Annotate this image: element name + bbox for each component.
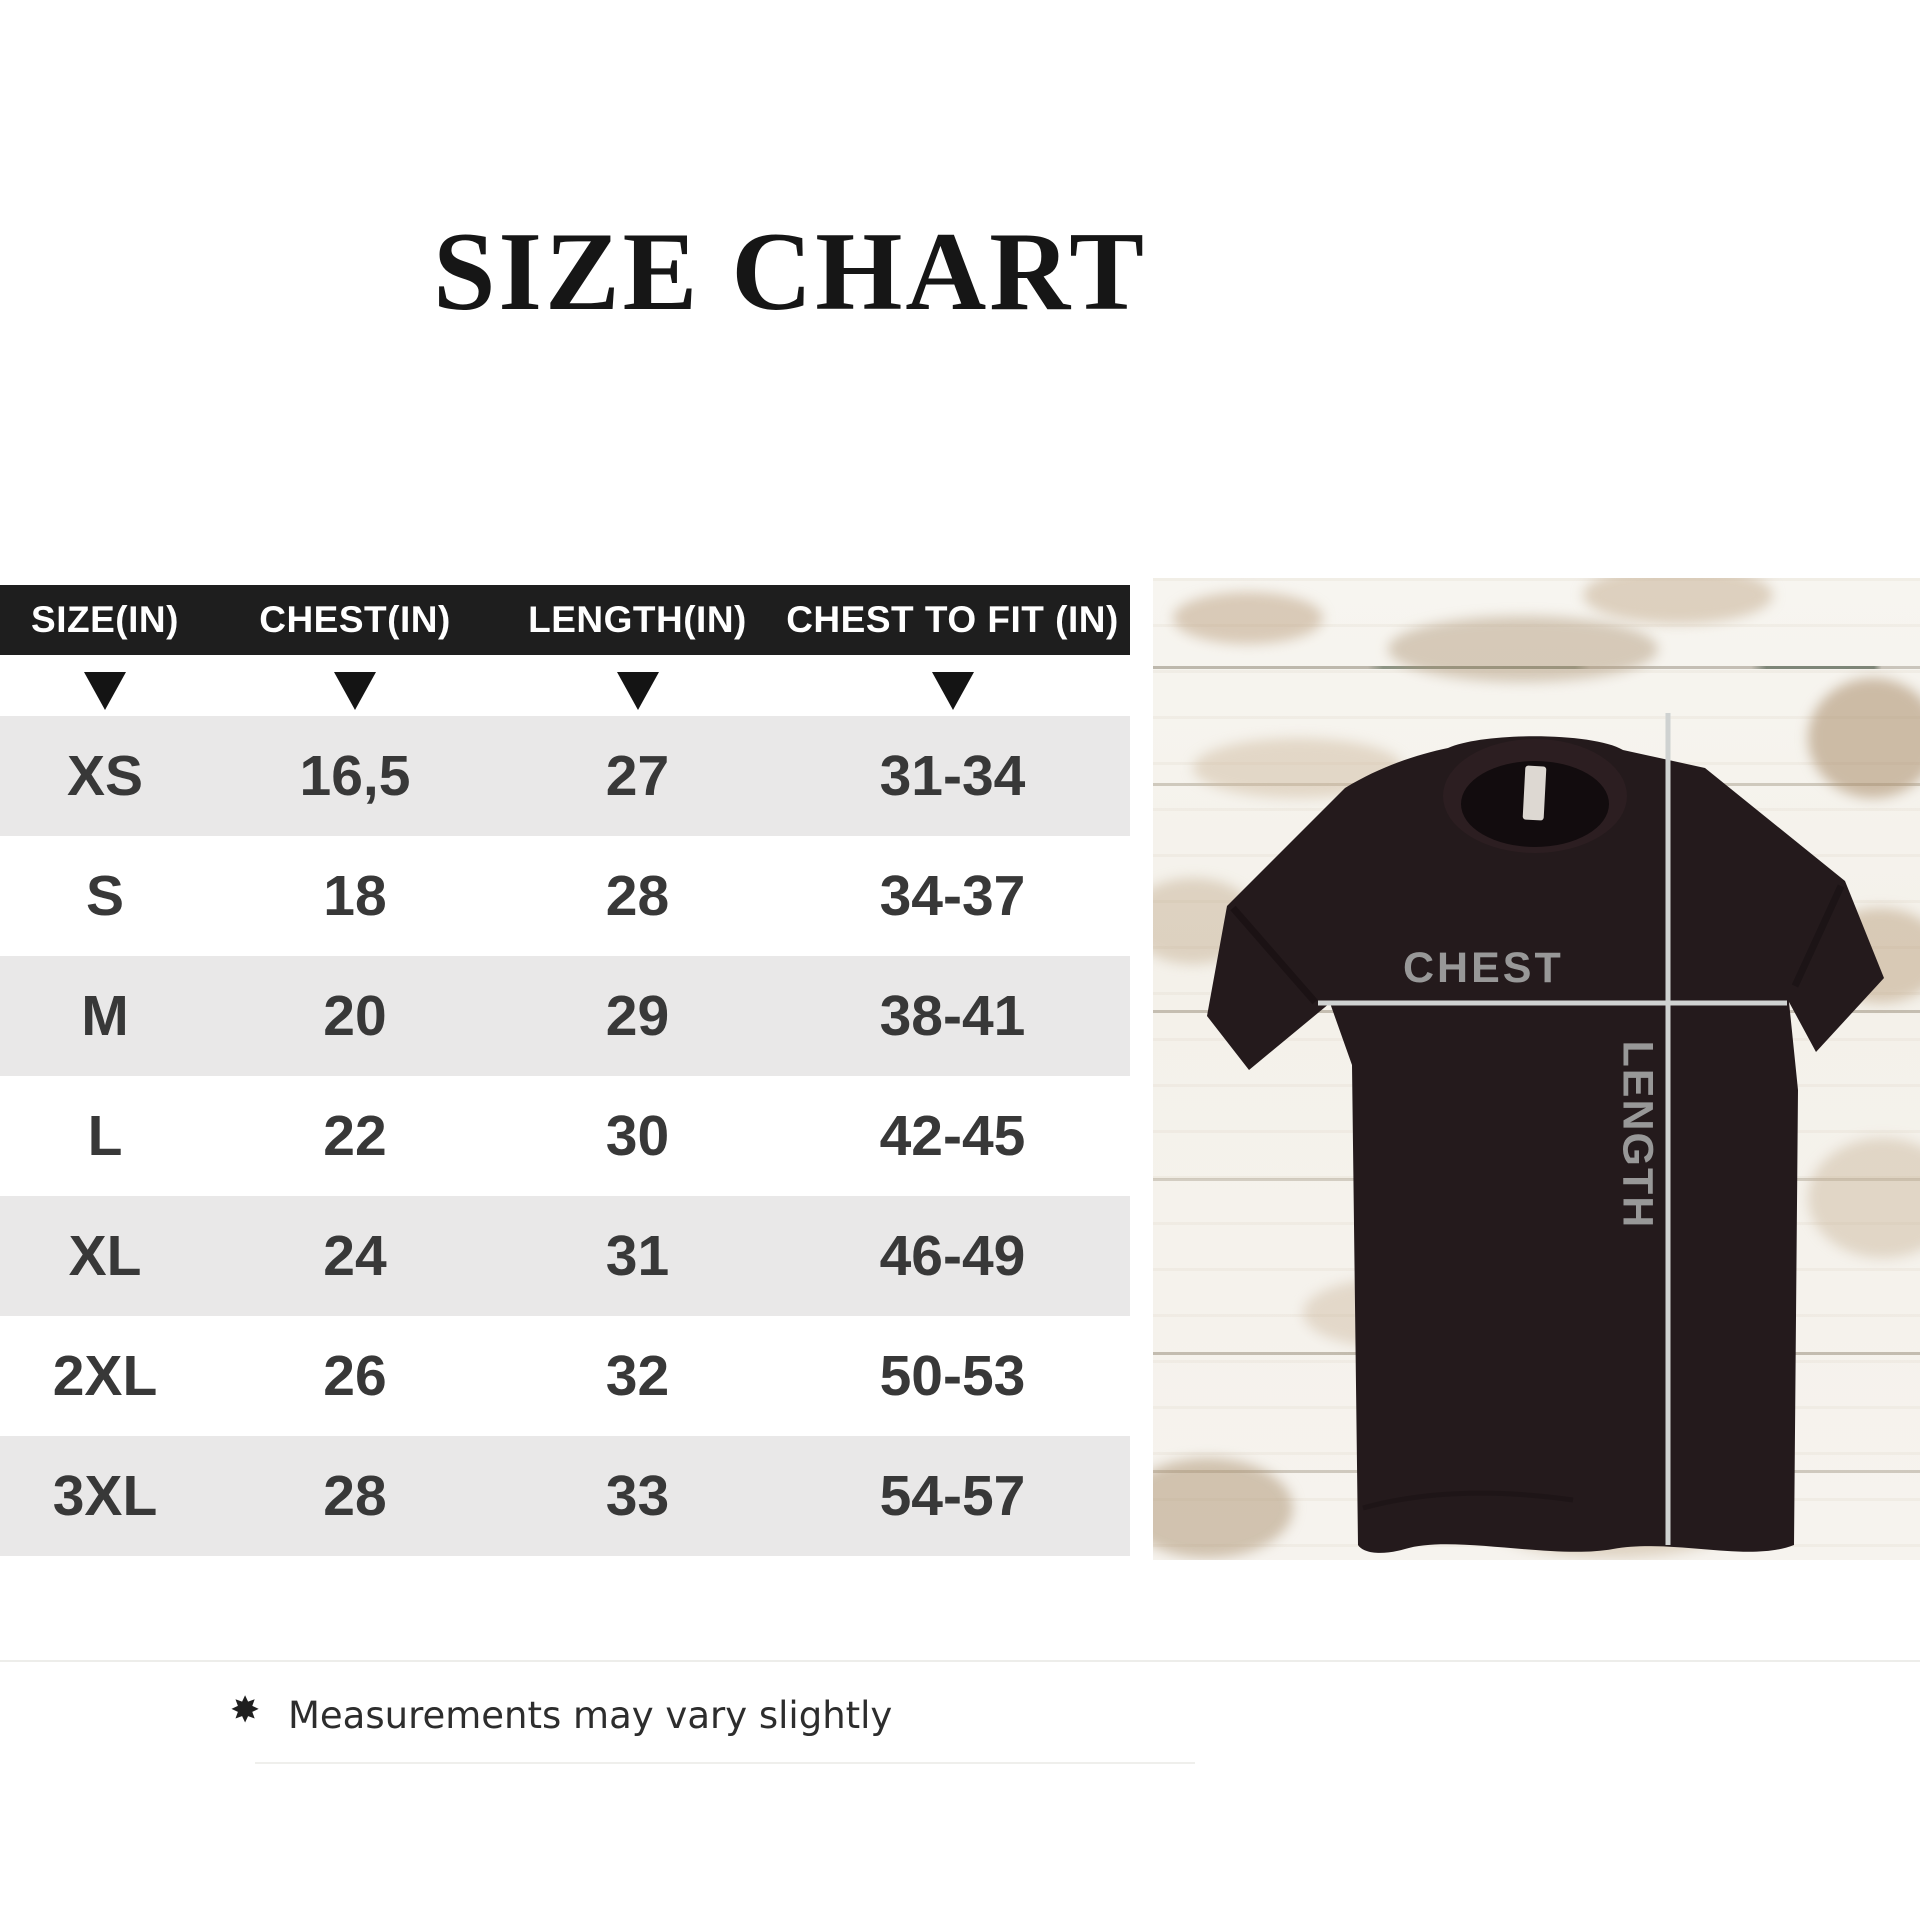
cell-size: XL	[68, 1224, 142, 1288]
cell-size: XS	[66, 744, 144, 808]
star-burst-icon: ✸	[230, 1690, 261, 1731]
cell-fit: 34-37	[879, 864, 1026, 928]
column-header-size: SIZE(IN)	[31, 599, 179, 640]
table-row	[0, 1196, 1130, 1316]
divider-line	[0, 1660, 1920, 1662]
tshirt-graphic	[1153, 578, 1920, 1560]
cell-fit: 38-41	[879, 984, 1026, 1048]
cell-length: 28	[605, 864, 670, 928]
tshirt-body	[1207, 736, 1884, 1553]
table-header-row	[0, 585, 1130, 655]
down-arrow-icon	[334, 672, 376, 710]
collar-tag	[1523, 766, 1547, 821]
cell-length: 31	[605, 1224, 670, 1288]
cell-fit: 50-53	[879, 1344, 1026, 1408]
cell-chest: 28	[323, 1464, 387, 1528]
column-header-chest: CHEST(IN)	[259, 599, 451, 640]
cell-size: S	[85, 864, 125, 928]
cell-fit: 42-45	[879, 1104, 1026, 1168]
column-header-fit: CHEST TO FIT (IN)	[786, 599, 1119, 640]
table-row	[0, 1316, 1130, 1436]
cell-chest: 20	[323, 984, 387, 1048]
cell-size: L	[87, 1104, 123, 1168]
down-arrow-icon	[617, 672, 659, 710]
cell-chest: 26	[323, 1344, 387, 1408]
cell-length: 32	[605, 1344, 670, 1408]
divider-line	[255, 1762, 1195, 1764]
down-arrow-icon	[84, 672, 126, 710]
column-header-length: LENGTH(IN)	[528, 599, 747, 640]
tshirt-measurement-photo	[1153, 578, 1920, 1560]
cell-chest: 24	[323, 1224, 387, 1288]
cell-length: 33	[605, 1464, 670, 1528]
table-row	[0, 1436, 1130, 1556]
cell-chest: 16,5	[299, 744, 411, 808]
table-row	[0, 1076, 1130, 1196]
table-row	[0, 716, 1130, 836]
cell-fit: 54-57	[879, 1464, 1026, 1528]
length-label: LENGTH	[1613, 1040, 1662, 1230]
cell-size: 3XL	[52, 1464, 158, 1528]
cell-length: 29	[605, 984, 670, 1048]
cell-chest: 18	[323, 864, 387, 928]
column-arrow-strip	[0, 655, 1130, 716]
chest-label: CHEST	[1403, 944, 1564, 992]
size-chart-table	[0, 585, 1130, 1556]
cell-size: 2XL	[52, 1344, 158, 1408]
cell-fit: 31-34	[879, 744, 1026, 808]
footnote-text: Measurements may vary slightly	[288, 1694, 893, 1737]
table-row	[0, 956, 1130, 1076]
cell-length: 27	[605, 744, 670, 808]
cell-length: 30	[605, 1104, 670, 1168]
down-arrow-icon	[932, 672, 974, 710]
cell-fit: 46-49	[879, 1224, 1026, 1288]
cell-size: M	[81, 984, 129, 1048]
table-row	[0, 836, 1130, 956]
page-title: SIZE CHART	[433, 210, 1147, 334]
cell-chest: 22	[323, 1104, 387, 1168]
